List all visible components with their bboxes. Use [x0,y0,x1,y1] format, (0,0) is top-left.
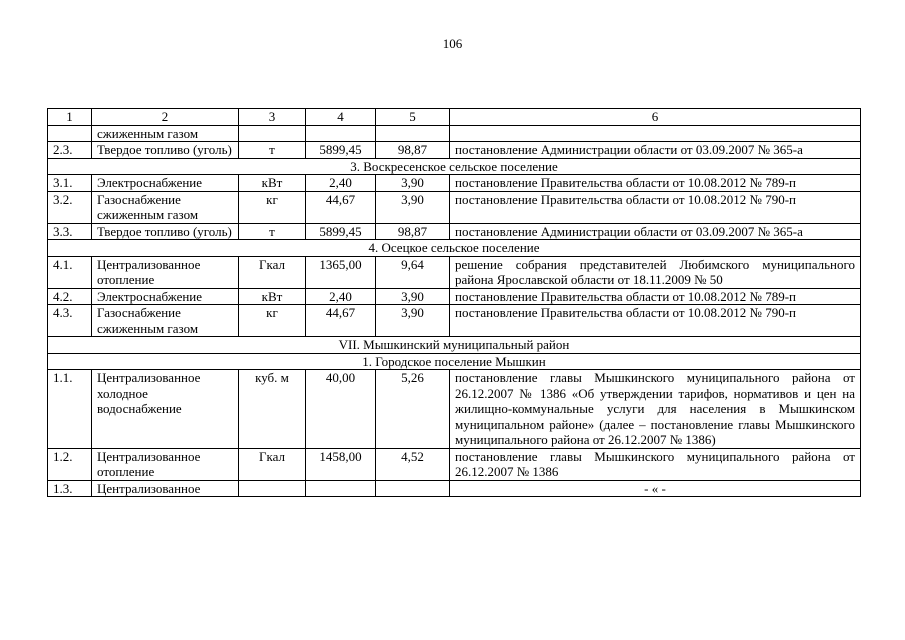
section-title: VII. Мышкинский муниципальный район [48,337,861,354]
legal-basis: - « - [450,480,861,497]
table-row [48,223,861,240]
unit: т [239,223,306,240]
norm-value: 5899,45 [306,223,376,240]
header-col-2: 2 [92,109,239,126]
tariff-value: 98,87 [376,142,450,159]
service-name: Централизованное холодное водоснабжение [92,370,239,449]
norm-value [306,125,376,142]
legal-basis: постановление главы Мышкинского муниципального района от 26.12.2007 № 1386 [450,448,861,480]
legal-basis: постановление главы Мышкинского муниципального района от 26.12.2007 № 1386 «Об утверждении тарифов, нормативов и цен на жилищно-коммунальные услуги для населения в Мышкинском муниципальном районе» (далее – постановление главы Мышкинского муниципального района от 26.12.2007 № 1386) [450,370,861,449]
unit: кг [239,305,306,337]
norm-value: 5899,45 [306,142,376,159]
tariff-value: 3,90 [376,191,450,223]
norm-value [306,480,376,497]
service-name: Централизованное отопление [92,256,239,288]
tariff-value: 98,87 [376,223,450,240]
tariff-value [376,480,450,497]
section-title: 3. Воскресенское сельское поселение [48,158,861,175]
table-row [48,142,861,159]
service-name: сжиженным газом [92,125,239,142]
header-col-3: 3 [239,109,306,126]
service-name: Электроснабжение [92,175,239,192]
tariff-value: 4,52 [376,448,450,480]
header-col-6: 6 [450,109,861,126]
service-name: Твердое топливо (уголь) [92,142,239,159]
table-row [48,288,861,305]
row-number: 4.3. [48,305,92,337]
table-row [48,125,861,142]
tariff-value: 3,90 [376,305,450,337]
row-number: 1.1. [48,370,92,449]
row-number: 2.3. [48,142,92,159]
tariff-value: 3,90 [376,288,450,305]
unit: куб. м [239,370,306,449]
section-header-row [48,353,861,370]
unit: кг [239,191,306,223]
unit [239,480,306,497]
legal-basis [450,125,861,142]
table-row [48,191,861,223]
row-number [48,125,92,142]
norm-value: 40,00 [306,370,376,449]
table-row [48,175,861,192]
section-header-row [48,337,861,354]
table-row [48,305,861,337]
row-number: 3.1. [48,175,92,192]
legal-basis: постановление Администрации области от 03.09.2007 № 365-а [450,223,861,240]
unit: т [239,142,306,159]
legal-basis: постановление Правительства области от 10.08.2012 № 789-п [450,288,861,305]
service-name: Централизованное отопление [92,448,239,480]
legal-basis: постановление Правительства области от 10.08.2012 № 789-п [450,175,861,192]
row-number: 3.2. [48,191,92,223]
legal-basis: постановление Правительства области от 10.08.2012 № 790-п [450,191,861,223]
page-number: 106 [442,36,463,51]
unit [239,125,306,142]
service-name: Газоснабжение сжиженным газом [92,305,239,337]
tariff-value [376,125,450,142]
tariff-value: 5,26 [376,370,450,449]
service-name: Централизованное [92,480,239,497]
service-name: Газоснабжение сжиженным газом [92,191,239,223]
row-number: 1.3. [48,480,92,497]
tariff-table [47,108,861,497]
legal-basis: постановление Администрации области от 03.09.2007 № 365-а [450,142,861,159]
table-row [48,370,861,449]
norm-value: 44,67 [306,191,376,223]
header-col-4: 4 [306,109,376,126]
service-name: Электроснабжение [92,288,239,305]
header-col-5: 5 [376,109,450,126]
table-row [48,256,861,288]
table-header-row [48,109,861,126]
norm-value: 1365,00 [306,256,376,288]
norm-value: 2,40 [306,288,376,305]
unit: кВт [239,175,306,192]
table-row [48,480,861,497]
section-header-row [48,158,861,175]
section-title: 4. Осецкое сельское поселение [48,240,861,257]
tariff-value: 9,64 [376,256,450,288]
legal-basis: постановление Правительства области от 10.08.2012 № 790-п [450,305,861,337]
row-number: 3.3. [48,223,92,240]
norm-value: 2,40 [306,175,376,192]
row-number: 4.2. [48,288,92,305]
tariff-value: 3,90 [376,175,450,192]
unit: кВт [239,288,306,305]
table-row [48,448,861,480]
unit: Гкал [239,256,306,288]
header-col-1: 1 [48,109,92,126]
norm-value: 1458,00 [306,448,376,480]
legal-basis: решение собрания представителей Любимского муниципального района Ярославской области от 18.11.2009 № 50 [450,256,861,288]
norm-value: 44,67 [306,305,376,337]
unit: Гкал [239,448,306,480]
service-name: Твердое топливо (уголь) [92,223,239,240]
row-number: 4.1. [48,256,92,288]
section-header-row [48,240,861,257]
section-title: 1. Городское поселение Мышкин [48,353,861,370]
row-number: 1.2. [48,448,92,480]
